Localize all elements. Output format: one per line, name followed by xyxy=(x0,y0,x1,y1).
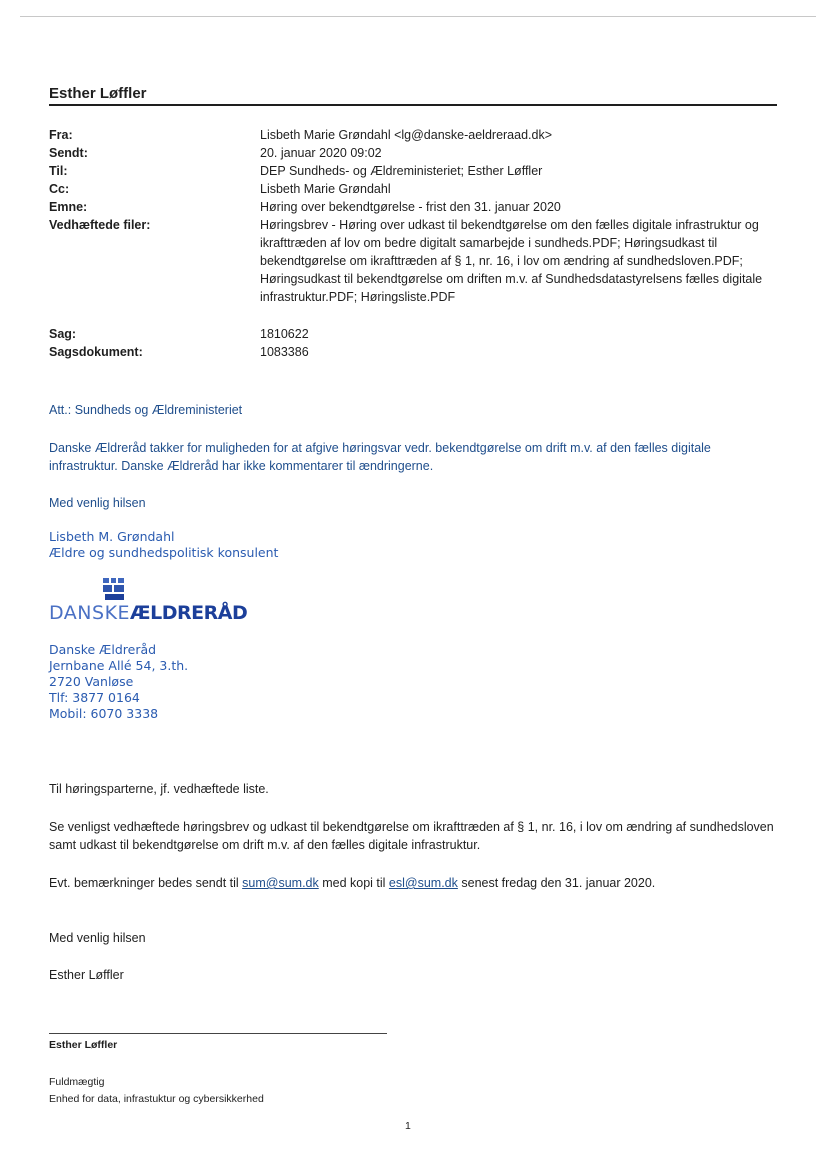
header-row-attachments xyxy=(49,216,780,306)
header-label: Til: xyxy=(49,164,68,178)
forward-closing: Med venlig hilsen xyxy=(49,931,146,945)
footer-role: Fuldmægtig xyxy=(49,1076,105,1088)
signature-rule xyxy=(49,1033,387,1034)
header-row-case-document xyxy=(49,343,780,361)
document-title: Esther Løffler xyxy=(49,85,147,102)
remarks-text: senest fredag den 31. januar 2020. xyxy=(457,876,656,890)
email-link-esl[interactable]: esl@sum.dk xyxy=(388,876,458,890)
logo-text-aeldreraad: ÆLDRERÅD xyxy=(130,602,248,624)
email-link-sum[interactable]: sum@sum.dk xyxy=(242,876,319,890)
quoted-closing: Med venlig hilsen xyxy=(49,496,146,510)
header-label: Fra: xyxy=(49,128,73,142)
address-line: Danske Ældreråd xyxy=(49,642,157,657)
header-row-to xyxy=(49,162,780,180)
signature-title: Ældre og sundhedspolitisk konsulent xyxy=(49,545,279,560)
header-row-from xyxy=(49,126,780,144)
address-line: Tlf: 3877 0164 xyxy=(49,690,140,705)
header-value: 20. januar 2020 09:02 xyxy=(260,146,382,160)
address-line: 2720 Vanløse xyxy=(49,674,134,689)
header-row-sent xyxy=(49,144,780,162)
remarks-text: Evt. bemærkninger bedes sendt til xyxy=(49,876,243,890)
email-header xyxy=(49,126,780,361)
header-label: Emne: xyxy=(49,200,88,214)
remarks-text: med kopi til xyxy=(318,876,389,890)
footer-unit: Enhed for data, infrastuktur og cybersikkerhed xyxy=(49,1093,264,1105)
header-row-case xyxy=(49,325,780,343)
address-line: Mobil: 6070 3338 xyxy=(49,706,159,721)
address-line: Jernbane Allé 54, 3.th. xyxy=(49,658,189,673)
forward-remarks xyxy=(49,874,789,892)
logo-text-danske: DANSKE xyxy=(49,602,131,624)
header-label: Sendt: xyxy=(49,146,88,160)
footer-role-block xyxy=(49,1074,264,1108)
header-value: 1810622 xyxy=(260,327,309,341)
header-value: DEP Sundheds- og Ældreministeriet; Esther Løffler xyxy=(260,164,543,178)
sender-address xyxy=(49,642,188,722)
header-value: Lisbeth Marie Grøndahl xyxy=(260,182,391,196)
footer-name: Esther Løffler xyxy=(49,1039,118,1051)
page-top-rule xyxy=(20,16,816,17)
forward-body: Se venligst vedhæftede høringsbrev og udkast til bekendtgørelse om ikrafttræden af § 1, nr. 16, i lov om ændring af sundhedsloven samt udkast til bekendtgørelse om drift m.v. af den fælles digitale infrastruktur. xyxy=(49,820,774,852)
forward-name: Esther Løffler xyxy=(49,968,124,982)
header-row-subject xyxy=(49,198,780,216)
signature-name: Lisbeth M. Grøndahl xyxy=(49,529,175,544)
header-value: 1083386 xyxy=(260,345,309,359)
title-underline xyxy=(49,104,777,106)
quoted-att: Att.: Sundheds og Ældreministeriet xyxy=(49,403,243,417)
header-value: Høring over bekendtgørelse - frist den 31. januar 2020 xyxy=(260,200,561,214)
logo-mark-icon xyxy=(99,576,131,602)
header-label: Vedhæftede filer: xyxy=(49,218,151,232)
header-label: Sag: xyxy=(49,327,77,341)
attachments-value: Høringsbrev - Høring over udkast til bekendtgørelse om den fælles digitale infrastruktur og ikrafttræden af lov om bedre digitalt samarbejde i sundheds.PDF; Høringsudkast til bekendtgørelse om ikrafttræden af § 1, nr. 16, i lov om ændring af sundhedsloven.PDF; Høringsudkast til bekendtgørelse om driften m.v. af Sundhedsdatastyrelsens fælles digitale infrastruktur.PDF; Høringsliste.PDF xyxy=(260,218,763,304)
header-label: Sagsdokument: xyxy=(49,345,143,359)
forward-greeting: Til høringsparterne, jf. vedhæftede liste. xyxy=(49,782,269,796)
page-number: 1 xyxy=(405,1120,411,1132)
header-label: Cc: xyxy=(49,182,70,196)
logo-wordmark xyxy=(49,602,247,624)
header-value: Lisbeth Marie Grøndahl <lg@danske-aeldreraad.dk> xyxy=(260,128,553,142)
header-row-cc xyxy=(49,180,780,198)
quoted-body: Danske Ældreråd takker for muligheden for at afgive høringsvar vedr. bekendtgørelse om drift m.v. af den fælles digitale infrastruktur. Danske Ældreråd har ikke kommentarer til ændringerne. xyxy=(49,441,711,473)
